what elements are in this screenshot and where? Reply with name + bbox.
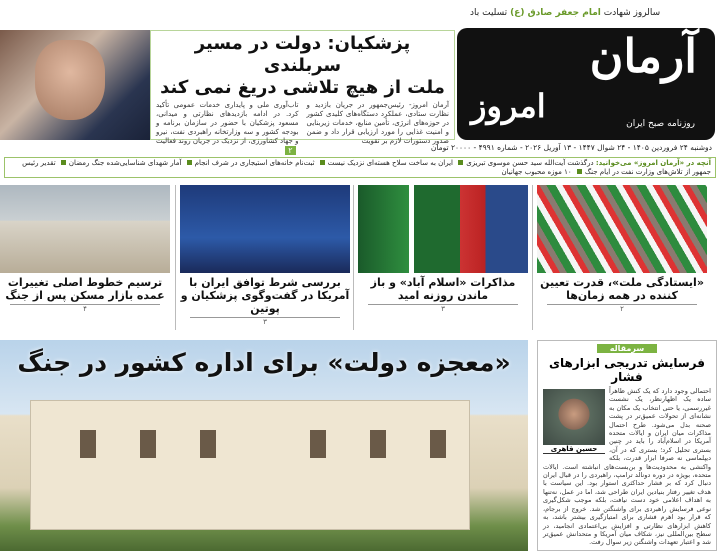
flags-photo (358, 185, 528, 273)
ticker-item[interactable]: آمار شهدای شناسایی‌شده جنگ رمضان (68, 159, 182, 167)
editorial-column[interactable] (537, 340, 717, 551)
author-photo (543, 389, 605, 445)
dateline: دوشنبه ۲۴ فروردین ۱۴۰۵ - ۲۴ شوال ۱۴۴۷ - ۱۳ آوریل ۲۰۲۶ - شماره ۴۹۹۱ - ۲۰۰۰۰ تومان (430, 143, 712, 152)
ticker-bar (4, 157, 716, 178)
story-card[interactable] (537, 185, 707, 314)
ticker-item[interactable]: ۱۰ موزه محبوب جهانیان (501, 168, 572, 176)
editorial-body: احتمالی وجود دارد که یک کنش ظاهراً ساده یک اظهارنظر، یک نشست غیررسمی، یا حتی انتخاب یک مکان به نشانه‌ای از تحولات عمیق‌تر در پشت صحنه بدل می‌شود. طرح احتمال مذاکرات میان ایران و ایالات متحده آمریکا در اسلام‌آباد را باید در چنین بستری تحلیل کرد؛ بستری که در آن، دیپلماسی نه صرفا ابزار قدرت، بلکه واکنشی به محدودیت‌ها و بن‌بست‌های انباشته است. ایالات متحده، بویژه در دوره دونالد ترامپ، راهبردی را در قبال ایران دنبال کرد که بر فشار حداکثری استوار بود. این سیاست با هدف تغییر رفتار بنیادین ایران طراحی شد، اما در عمل، نه‌تنها به اهداف اعلامی خود دست نیافت، بلکه موجب شکل‌گیری نوعی فرسایش راهبردی برای واشنگتن شد. خروج از برجام، که قرار بود اهرم فشاری برای امتیازگیری بیشتر باشد، به کاهش ابزارهای نظارتی و افزایش بی‌اعتمادی انجامید، در سطح بین‌المللی نیز، شکاف میان آمریکا و متحدانش عمیق‌تر شد و اعتبار تعهدات واشنگتن زیر سوال رفت. (543, 387, 711, 547)
story-card-page: ۴ (10, 304, 160, 314)
story-card-page: ۲ (547, 304, 697, 314)
story-card-page: ۳ (368, 304, 518, 314)
main-story-photo[interactable] (0, 340, 528, 551)
ticker-item[interactable]: تقدیر رئیس جمهور از تلاش‌های وزارت نفت در ایام جنگ (22, 159, 711, 176)
page-number-badge: ۲ (285, 146, 295, 155)
story-card-title: بررسی شرط توافق ایران با آمریکا در گفت‌وگوی پزشکیان و پوتین (180, 276, 350, 315)
story-card[interactable] (180, 185, 350, 327)
lead-headline: پزشکیان: دولت در مسیر سربلندی ملت از هیچ تلاشی دریغ نمی کند (160, 33, 445, 98)
masthead-tagline: سالروز شهادت امام جعفر صادق (ع) تسلیت باد (470, 8, 661, 18)
ticker-item[interactable]: ثبت‌نام خانه‌های استیجاری در شرف انجام (194, 159, 315, 167)
story-card-page: ۳ (190, 317, 340, 327)
author-name: حسین قاهری (543, 445, 605, 454)
lead-text-col: تاب‌آوری ملی و پایداری خدمات عمومی تأکید کرد. در ادامه بازدیدهای نظارتی و میدانی، مسعود پزشکیان با حضور در سازمان برنامه و بودجه کشور و سه وزارتخانه راهبردی نفت، نیرو و جهاد کشاورزی، از نزدیک در جریان روند فعالیت (156, 101, 299, 145)
main-headline: «معجزه دولت» برای اداره کشور در جنگ (17, 348, 511, 377)
lead-story[interactable] (150, 30, 455, 155)
logo-text: آرمان (589, 29, 697, 83)
ticker-item[interactable]: درگذشت آیت‌الله سید حسن موسوی تبریزی (466, 159, 594, 167)
ticker-label: آنچه در «آرمان امروز» می‌خوانید: (595, 159, 711, 167)
logo-text-2: امروز (471, 87, 546, 125)
logo-subtitle: روزنامه صبح ایران (626, 119, 695, 129)
story-card-title: مذاکرات «اسلام آباد» و باز ماندن روزنه امید (370, 276, 516, 302)
newspaper-masthead-logo (457, 28, 715, 140)
lead-photo (0, 30, 150, 140)
story-card-title: ترسیم خطوط اصلی تغییرات عمده بازار مسکن پس از جنگ (5, 276, 165, 302)
lead-text-col: آرمان امروز- رئیس‌جمهور در جریان بازدید و نظارت ستادی، عملکرد دستگاه‌های کلیدی کشور در حوزه‌های انرژی، تأمین منابع، خدمات زیربنایی و امنیت غذایی را مورد ارزیابی قرار داد و ضمن صدور دستورات لازم بر تقویت (306, 101, 449, 145)
housing-photo (0, 185, 170, 273)
editorial-tag: سرمقاله (597, 344, 657, 353)
crowd-flags-photo (537, 185, 707, 273)
leaders-photo (180, 185, 350, 273)
story-card[interactable] (358, 185, 528, 314)
story-card[interactable] (0, 185, 170, 314)
story-card-title: «ایستادگی ملت»، قدرت تعیین کننده در همه زمان‌ها (540, 276, 704, 302)
editorial-title: فرسایش تدریجی ابزارهای فشار (548, 356, 706, 384)
ticker-item[interactable]: ایران به ساخت سلاح هسته‌ای نزدیک نیست (327, 159, 453, 167)
